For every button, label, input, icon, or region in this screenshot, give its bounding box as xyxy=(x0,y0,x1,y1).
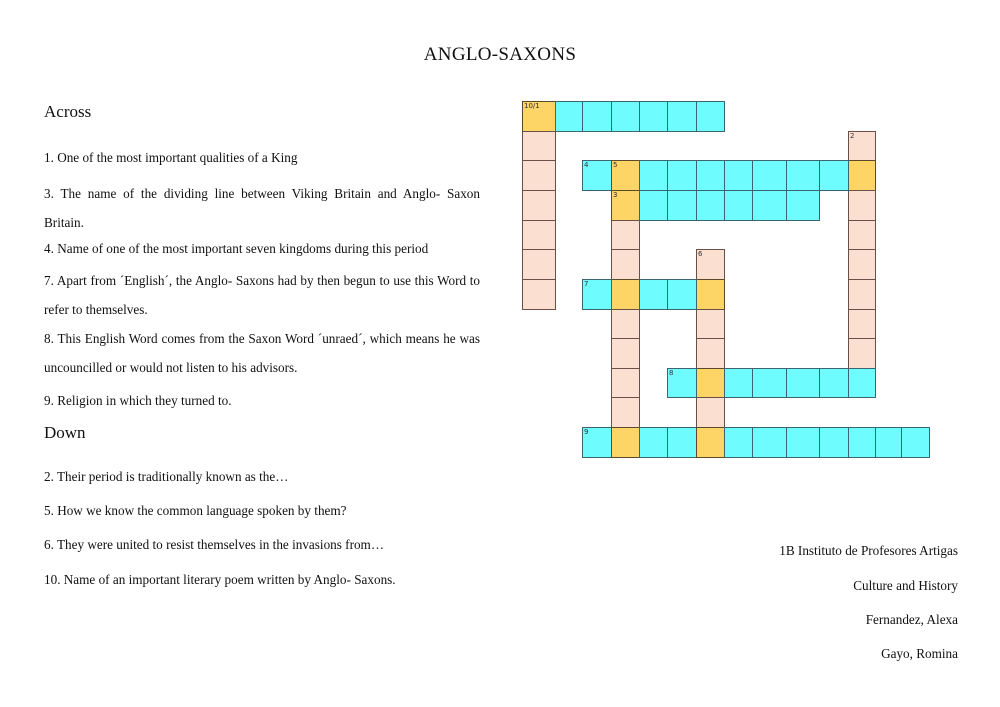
crossword-cell[interactable] xyxy=(611,279,640,310)
down-clue: 5. How we know the common language spoken by them? xyxy=(44,503,347,518)
crossword-cell[interactable] xyxy=(639,101,668,132)
clue-number: 5 xyxy=(613,161,618,169)
crossword-cell[interactable] xyxy=(696,101,725,132)
crossword-cell[interactable] xyxy=(611,160,640,191)
crossword-cell[interactable] xyxy=(724,190,753,221)
page-title: ANGLO-SAXONS xyxy=(423,44,577,65)
crossword-cell[interactable] xyxy=(696,309,725,339)
crossword-cell[interactable] xyxy=(582,101,612,132)
crossword-cell[interactable] xyxy=(639,279,668,310)
crossword-cell[interactable] xyxy=(848,279,876,310)
crossword-cell[interactable] xyxy=(696,427,725,458)
crossword-cell[interactable] xyxy=(639,160,668,191)
credit-line: Gayo, Romina xyxy=(881,646,958,661)
crossword-cell[interactable] xyxy=(522,101,556,132)
crossword-cell[interactable] xyxy=(848,131,876,161)
across-clue: 4. Name of one of the most important seven kingdoms during this period xyxy=(44,241,429,256)
crossword-cell[interactable] xyxy=(522,160,556,191)
crossword-cell[interactable] xyxy=(901,427,930,458)
crossword-cell[interactable] xyxy=(611,249,640,280)
down-clue: 2. Their period is traditionally known as the… xyxy=(44,469,289,484)
crossword-cell[interactable] xyxy=(611,368,640,398)
crossword-cell[interactable] xyxy=(696,397,725,428)
crossword-cell[interactable] xyxy=(611,427,640,458)
clue-number: 7 xyxy=(584,280,589,288)
across-heading: Across xyxy=(44,102,92,121)
crossword-cell[interactable] xyxy=(696,368,725,398)
clue-number: 9 xyxy=(584,428,589,436)
across-clue: 7. Apart from ´English´, the Anglo- Saxons had by then begun to use this Word to refer to themselves. xyxy=(44,273,480,317)
crossword-cell[interactable] xyxy=(555,101,583,132)
crossword-cell[interactable] xyxy=(875,427,902,458)
crossword-cell[interactable] xyxy=(667,368,697,398)
crossword-cell[interactable] xyxy=(752,160,787,191)
crossword-cell[interactable] xyxy=(848,368,876,398)
crossword-cell[interactable] xyxy=(752,427,787,458)
clue-number: 4 xyxy=(584,161,589,169)
crossword-cell[interactable] xyxy=(611,190,640,221)
crossword-cell[interactable] xyxy=(667,160,697,191)
credit-line: 1B Instituto de Profesores Artigas xyxy=(779,543,958,558)
crossword-cell[interactable] xyxy=(611,397,640,428)
crossword-cell[interactable] xyxy=(667,190,697,221)
down-clue: 10. Name of an important literary poem written by Anglo- Saxons. xyxy=(44,572,396,587)
crossword-cell[interactable] xyxy=(611,309,640,339)
crossword-cell[interactable] xyxy=(786,427,820,458)
crossword-cell[interactable] xyxy=(696,338,725,369)
crossword-cell[interactable] xyxy=(522,220,556,250)
crossword-cell[interactable] xyxy=(696,190,725,221)
crossword-cell[interactable] xyxy=(582,160,612,191)
down-heading: Down xyxy=(44,423,86,442)
crossword-cell[interactable] xyxy=(786,368,820,398)
clue-number: 8 xyxy=(669,369,674,377)
crossword-cell[interactable] xyxy=(639,427,668,458)
credit-line: Culture and History xyxy=(853,578,958,593)
clue-number: 10/1 xyxy=(524,102,540,110)
crossword-cell[interactable] xyxy=(786,190,820,221)
crossword-cell[interactable] xyxy=(724,160,753,191)
crossword-cell[interactable] xyxy=(582,427,612,458)
crossword-cell[interactable] xyxy=(667,427,697,458)
crossword-cell[interactable] xyxy=(696,279,725,310)
crossword-cell[interactable] xyxy=(724,427,753,458)
clue-number: 6 xyxy=(698,250,703,258)
clue-number: 2 xyxy=(850,132,855,140)
crossword-cell[interactable] xyxy=(752,190,787,221)
crossword-cell[interactable] xyxy=(848,338,876,369)
across-clue: 9. Religion in which they turned to. xyxy=(44,393,232,408)
crossword-cell[interactable] xyxy=(611,338,640,369)
crossword-cell[interactable] xyxy=(848,160,876,191)
crossword-cell[interactable] xyxy=(639,190,668,221)
crossword-cell[interactable] xyxy=(667,101,697,132)
crossword-cell[interactable] xyxy=(752,368,787,398)
crossword-cell[interactable] xyxy=(522,190,556,221)
crossword-cell[interactable] xyxy=(819,427,849,458)
down-clue: 6. They were united to resist themselves in the invasions from… xyxy=(44,537,385,552)
crossword-cell[interactable] xyxy=(522,131,556,161)
credit-line: Fernandez, Alexa xyxy=(865,612,958,627)
crossword-cell[interactable] xyxy=(611,220,640,250)
crossword-cell[interactable] xyxy=(667,279,697,310)
across-clue: 8. This English Word comes from the Saxon Word ´unraed´, which means he was uncouncilled or would not listen to his advisors. xyxy=(44,331,480,375)
crossword-cell[interactable] xyxy=(786,160,820,191)
crossword-cell[interactable] xyxy=(582,279,612,310)
crossword-cell[interactable] xyxy=(696,249,725,280)
crossword-cell[interactable] xyxy=(848,427,876,458)
crossword-cell[interactable] xyxy=(522,279,556,310)
clue-number: 3 xyxy=(613,191,618,199)
across-clue: 1. One of the most important qualities of a King xyxy=(44,150,298,165)
crossword-cell[interactable] xyxy=(848,309,876,339)
crossword-cell[interactable] xyxy=(819,368,849,398)
crossword-cell[interactable] xyxy=(848,190,876,221)
crossword-cell[interactable] xyxy=(819,160,849,191)
crossword-cell[interactable] xyxy=(696,160,725,191)
crossword-cell[interactable] xyxy=(848,220,876,250)
crossword-cell[interactable] xyxy=(724,368,753,398)
crossword-cell[interactable] xyxy=(611,101,640,132)
crossword-cell[interactable] xyxy=(848,249,876,280)
crossword-cell[interactable] xyxy=(522,249,556,280)
across-clue: 3. The name of the dividing line between Viking Britain and Anglo- Saxon Britain. xyxy=(44,186,480,230)
